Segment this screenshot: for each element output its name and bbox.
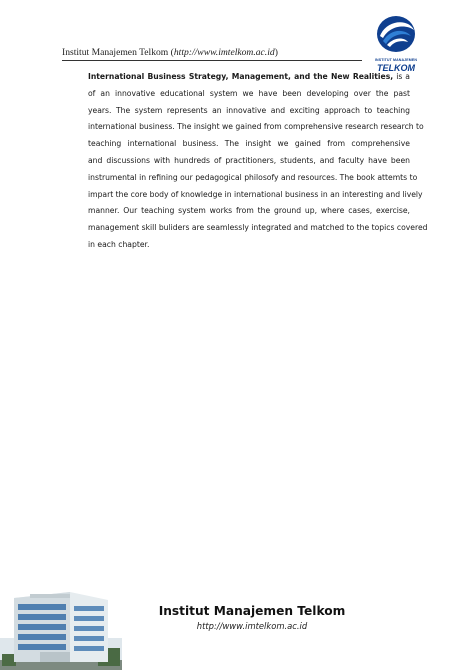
header-url[interactable]: http://www.imtelkom.ac.id [173, 47, 275, 58]
header-suffix: ) [274, 47, 278, 58]
header-rule [62, 60, 362, 61]
body-line-1-rest: is a [396, 72, 410, 81]
header-prefix: Institut Manajemen Telkom ( [62, 47, 174, 58]
body-line: and discussions with hundreds of practitioners, students, and faculty have been [88, 155, 410, 165]
body-line: impart the core body of knowledge in international business in an interesting and lively [88, 189, 423, 199]
footer-url[interactable]: http://www.imtelkom.ac.id [196, 621, 308, 631]
body-title: International Business Strategy, Management, and the New Realities, [88, 72, 394, 81]
logo-big-text: TELKOM [377, 63, 415, 73]
body-line: instrumental in refining our pedagogical philosofy and resources. The book attemts to [88, 172, 418, 182]
body-line: management skill buliders are seamlessly integrated and matched to the topics covered [88, 223, 428, 233]
footer-title: Institut Manajemen Telkom [158, 604, 346, 618]
body-line: manner. Our teaching system works from the ground up, where cases, exercise, [88, 206, 410, 216]
body-line: of an innovative educational system we have been developing over the past [88, 88, 410, 98]
campus-building-image [0, 586, 122, 670]
body-line-1 [88, 69, 410, 86]
body-line: teaching international business. The insight we gained from comprehensive [88, 139, 410, 149]
body-line: international business. The insight we gained from comprehensive research research to [88, 122, 424, 132]
body-line: years. The system represents an innovative and exciting approach to teaching [88, 105, 410, 115]
running-header [62, 47, 278, 58]
logo-small-text: INSTITUT MANAJEMEN [374, 58, 418, 62]
body-paragraph [88, 69, 428, 254]
imtelkom-logo-icon [374, 12, 418, 56]
body-line: in each chapter. [88, 239, 150, 249]
